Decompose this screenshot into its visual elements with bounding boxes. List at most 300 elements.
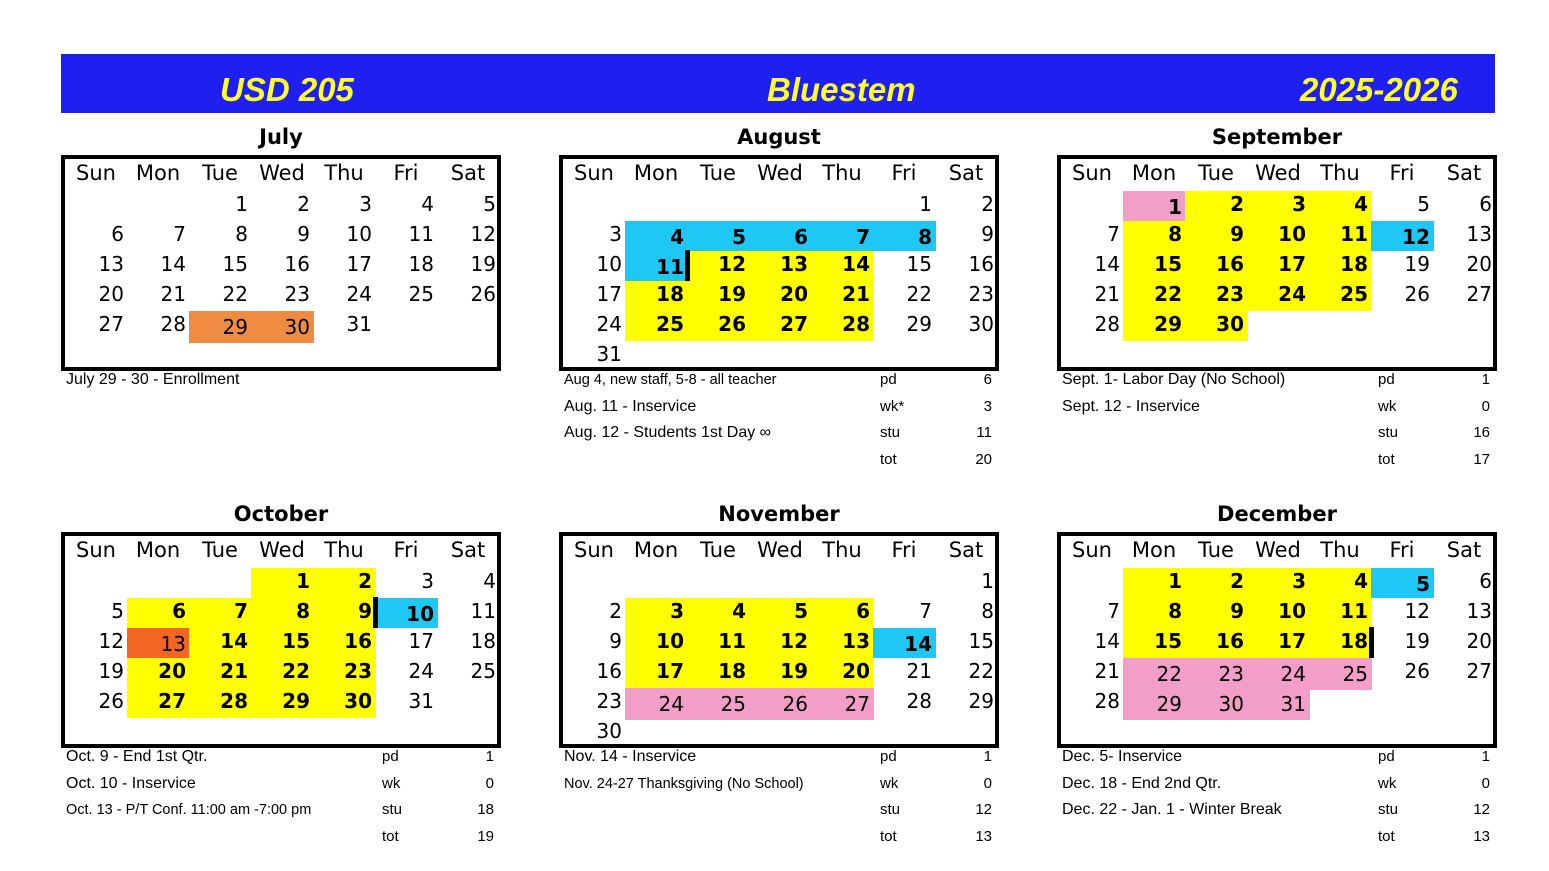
day-type-code: wk — [1378, 397, 1397, 415]
day-cell: 13 — [780, 252, 808, 276]
day-cell: 28 — [906, 689, 932, 713]
day-cell: 22 — [222, 282, 248, 306]
day-type-code: pd — [880, 748, 897, 765]
day-type-code: pd — [1378, 371, 1395, 388]
day-cell: 10 — [1278, 222, 1306, 246]
day-type-code: stu — [880, 801, 901, 818]
weekday-header: Fri — [1389, 161, 1415, 185]
day-cell: 1 — [1168, 195, 1182, 219]
day-cell: 22 — [282, 659, 310, 683]
day-cell: 7 — [173, 222, 186, 246]
note-text: Nov. 24-27 Thanksgiving (No School) — [564, 775, 804, 792]
day-type-code: tot — [382, 827, 399, 845]
weekday-header: Sat — [450, 161, 486, 185]
day-count: 6 — [983, 371, 992, 388]
day-cell: 23 — [284, 282, 310, 306]
day-cell: 2 — [1230, 192, 1244, 216]
day-cell: 8 — [235, 222, 248, 246]
day-cell: 19 — [1404, 629, 1430, 653]
day-cell: 1 — [919, 192, 932, 216]
day-cell: 11 — [656, 255, 684, 279]
day-cell: 24 — [1278, 282, 1306, 306]
day-cell: 6 — [856, 599, 870, 623]
day-cell: 6 — [1479, 569, 1492, 593]
note-text: July 29 - 30 - Enrollment — [66, 371, 240, 388]
day-cell: 9 — [1230, 599, 1244, 623]
day-cell: 4 — [732, 599, 746, 623]
day-cell: 8 — [918, 225, 932, 249]
day-cell: 2 — [981, 192, 994, 216]
day-cell: 12 — [718, 252, 746, 276]
day-cell: 20 — [1466, 629, 1492, 653]
note-text: Oct. 13 - P/T Conf. 11:00 am -7:00 pm — [66, 802, 312, 818]
weekday-header: Tue — [202, 161, 238, 185]
weekday-header: Fri — [393, 538, 419, 562]
month-title: October — [233, 502, 329, 526]
end-marker — [685, 250, 690, 281]
weekday-header: Mon — [633, 161, 679, 185]
day-cell: 11 — [1340, 599, 1368, 623]
note-text: Sept. 1- Labor Day (No School) — [1062, 371, 1286, 388]
note-text: Dec. 22 - Jan. 1 - Winter Break — [1062, 801, 1282, 818]
day-count: 13 — [1473, 827, 1490, 845]
day-cell: 14 — [160, 252, 186, 276]
day-cell: 17 — [408, 629, 434, 653]
note-row — [66, 828, 498, 852]
month-title: September — [1211, 125, 1343, 149]
note-row — [1062, 828, 1494, 852]
weekday-header: Wed — [1255, 161, 1301, 185]
day-cell: 2 — [358, 569, 372, 593]
day-cell: 28 — [220, 689, 248, 713]
note-row — [66, 775, 498, 799]
note-row — [66, 801, 498, 825]
month-grid — [1057, 532, 1497, 748]
weekday-header: Sat — [1446, 538, 1482, 562]
month-grid — [61, 155, 501, 371]
day-cell: 14 — [1094, 629, 1120, 653]
day-cell: 23 — [596, 689, 622, 713]
month-grid — [559, 155, 999, 371]
weekday-header: Sun — [76, 161, 116, 185]
day-cell: 16 — [968, 252, 994, 276]
note-text: Dec. 5- Inservice — [1062, 748, 1183, 765]
day-cell: 10 — [346, 222, 372, 246]
day-cell: 4 — [421, 192, 434, 216]
day-cell: 9 — [358, 599, 372, 623]
day-cell: 6 — [111, 222, 124, 246]
day-cell: 16 — [284, 252, 310, 276]
day-type-code: tot — [880, 450, 897, 468]
weekday-header: Fri — [891, 161, 917, 185]
note-row — [1062, 775, 1494, 799]
day-cell: 29 — [282, 689, 310, 713]
weekday-header: Tue — [1198, 538, 1234, 562]
month-title: August — [737, 125, 821, 149]
day-cell: 3 — [359, 192, 372, 216]
weekday-header: Thu — [1320, 161, 1360, 185]
day-cell: 17 — [346, 252, 372, 276]
day-count: 1 — [1481, 371, 1490, 388]
day-type-code: tot — [1378, 827, 1395, 845]
note-row — [564, 748, 996, 772]
day-cell: 19 — [780, 659, 808, 683]
day-count: 1 — [983, 748, 992, 765]
day-cell: 23 — [1218, 662, 1244, 686]
day-cell: 22 — [968, 659, 994, 683]
day-cell: 8 — [1168, 222, 1182, 246]
day-cell: 10 — [1278, 599, 1306, 623]
note-row — [564, 801, 996, 825]
day-cell: 17 — [596, 282, 622, 306]
day-cell: 21 — [220, 659, 248, 683]
day-cell: 26 — [470, 282, 496, 306]
weekday-header: Tue — [700, 161, 736, 185]
day-cell: 10 — [596, 252, 622, 276]
day-cell: 14 — [904, 632, 932, 656]
day-count: 17 — [1473, 450, 1490, 468]
weekday-header: Wed — [1255, 538, 1301, 562]
day-cell: 21 — [1094, 282, 1120, 306]
day-cell: 18 — [470, 629, 496, 653]
day-cell: 5 — [1417, 192, 1430, 216]
day-cell: 22 — [1156, 662, 1182, 686]
day-cell: 7 — [1107, 599, 1120, 623]
day-cell: 21 — [906, 659, 932, 683]
day-cell: 12 — [1404, 599, 1430, 623]
day-cell: 26 — [1404, 282, 1430, 306]
day-cell: 3 — [421, 569, 434, 593]
day-cell: 22 — [1154, 282, 1182, 306]
weekday-header: Thu — [1320, 538, 1360, 562]
day-cell: 7 — [856, 225, 870, 249]
day-cell: 29 — [222, 315, 248, 339]
day-cell: 27 — [98, 312, 124, 336]
weekday-header: Wed — [259, 161, 305, 185]
month-title: July — [259, 125, 303, 149]
day-type-code: tot — [1378, 450, 1395, 468]
day-cell: 31 — [408, 689, 434, 713]
note-row — [66, 748, 498, 772]
day-cell: 31 — [596, 342, 622, 366]
weekday-header: Thu — [822, 538, 862, 562]
day-cell: 2 — [297, 192, 310, 216]
day-cell: 9 — [297, 222, 310, 246]
note-row — [1062, 424, 1494, 448]
weekday-header: Sat — [948, 161, 984, 185]
day-cell: 15 — [906, 252, 932, 276]
day-count: 18 — [477, 801, 494, 818]
day-cell: 20 — [780, 282, 808, 306]
day-type-code: stu — [880, 424, 901, 441]
weekday-header: Mon — [135, 161, 181, 185]
weekday-header: Tue — [700, 538, 736, 562]
day-cell: 20 — [842, 659, 870, 683]
day-cell: 28 — [1094, 312, 1120, 336]
day-cell: 27 — [1466, 659, 1492, 683]
day-type-code: wk — [382, 774, 401, 792]
day-cell: 11 — [470, 599, 496, 623]
note-row — [564, 398, 996, 422]
note-row — [564, 775, 996, 799]
day-cell: 30 — [968, 312, 994, 336]
weekday-header: Thu — [822, 161, 862, 185]
weekday-header: Sun — [574, 161, 614, 185]
note-text: Sept. 12 - Inservice — [1062, 397, 1200, 415]
day-cell: 17 — [1278, 629, 1306, 653]
note-row — [1062, 748, 1494, 772]
day-cell: 14 — [842, 252, 870, 276]
day-cell: 1 — [981, 569, 994, 593]
day-cell: 28 — [1094, 689, 1120, 713]
day-cell: 25 — [470, 659, 496, 683]
note-text: Nov. 14 - Inservice — [564, 748, 697, 765]
day-cell: 12 — [780, 629, 808, 653]
district-name: USD 205 — [220, 71, 354, 108]
day-cell: 21 — [842, 282, 870, 306]
weekday-header: Tue — [202, 538, 238, 562]
day-cell: 25 — [656, 312, 684, 336]
day-count: 12 — [1473, 801, 1490, 818]
day-cell: 7 — [234, 599, 248, 623]
day-type-code: wk* — [880, 397, 905, 415]
weekday-header: Wed — [259, 538, 305, 562]
day-cell: 8 — [296, 599, 310, 623]
day-type-code: stu — [1378, 424, 1399, 441]
day-cell: 25 — [1342, 662, 1368, 686]
day-cell: 9 — [981, 222, 994, 246]
day-cell: 9 — [609, 629, 622, 653]
note-text: Aug 4, new staff, 5-8 - all teacher — [564, 372, 777, 388]
day-cell: 10 — [406, 602, 434, 626]
weekday-header: Wed — [757, 538, 803, 562]
day-type-code: stu — [1378, 801, 1399, 818]
day-cell: 9 — [1230, 222, 1244, 246]
day-cell: 3 — [1292, 192, 1306, 216]
day-cell: 13 — [98, 252, 124, 276]
day-cell: 3 — [670, 599, 684, 623]
day-cell: 21 — [160, 282, 186, 306]
day-cell: 27 — [780, 312, 808, 336]
day-count: 16 — [1473, 424, 1490, 441]
day-count: 1 — [1481, 748, 1490, 765]
day-cell: 11 — [1340, 222, 1368, 246]
weekday-header: Fri — [891, 538, 917, 562]
school-year: 2025-2026 — [1300, 71, 1458, 108]
note-text: Oct. 9 - End 1st Qtr. — [66, 748, 208, 765]
weekday-header: Tue — [1198, 161, 1234, 185]
day-cell: 30 — [596, 719, 622, 743]
day-cell: 18 — [408, 252, 434, 276]
month-title: November — [718, 502, 840, 526]
note-row — [66, 371, 498, 395]
note-row — [564, 424, 996, 448]
weekday-header: Thu — [324, 161, 364, 185]
day-cell: 6 — [794, 225, 808, 249]
day-cell: 16 — [1216, 252, 1244, 276]
weekday-header: Fri — [393, 161, 419, 185]
day-cell: 18 — [718, 659, 746, 683]
day-cell: 10 — [656, 629, 684, 653]
note-row — [1062, 451, 1494, 475]
day-cell: 12 — [98, 629, 124, 653]
day-cell: 17 — [1278, 252, 1306, 276]
day-cell: 21 — [1094, 659, 1120, 683]
day-cell: 20 — [1466, 252, 1492, 276]
day-cell: 13 — [842, 629, 870, 653]
day-cell: 15 — [1154, 252, 1182, 276]
day-cell: 11 — [718, 629, 746, 653]
weekday-header: Fri — [1389, 538, 1415, 562]
day-cell: 27 — [158, 689, 186, 713]
day-cell: 24 — [658, 692, 684, 716]
day-count: 13 — [975, 827, 992, 845]
day-cell: 14 — [1094, 252, 1120, 276]
weekday-header: Sun — [1072, 161, 1112, 185]
day-cell: 1 — [1168, 569, 1182, 593]
day-cell: 5 — [111, 599, 124, 623]
day-type-code: wk — [880, 774, 899, 792]
weekday-header: Sat — [1446, 161, 1482, 185]
day-cell: 28 — [160, 312, 186, 336]
day-type-code: pd — [880, 371, 897, 388]
school-name: Bluestem — [767, 71, 916, 108]
day-type-code: pd — [1378, 748, 1395, 765]
day-cell: 30 — [284, 315, 310, 339]
day-cell: 18 — [1340, 629, 1368, 653]
day-cell: 15 — [1154, 629, 1182, 653]
day-count: 11 — [976, 424, 992, 441]
day-cell: 25 — [720, 692, 746, 716]
day-cell: 16 — [344, 629, 372, 653]
day-cell: 14 — [220, 629, 248, 653]
day-cell: 15 — [968, 629, 994, 653]
weekday-header: Mon — [1131, 538, 1177, 562]
day-count: 0 — [1481, 397, 1490, 415]
day-cell: 19 — [718, 282, 746, 306]
day-cell: 7 — [919, 599, 932, 623]
day-cell: 4 — [670, 225, 684, 249]
day-cell: 20 — [158, 659, 186, 683]
day-cell: 13 — [1466, 599, 1492, 623]
day-cell: 29 — [906, 312, 932, 336]
day-cell: 18 — [656, 282, 684, 306]
day-cell: 19 — [98, 659, 124, 683]
note-row — [564, 451, 996, 475]
day-cell: 16 — [596, 659, 622, 683]
weekday-header: Thu — [324, 538, 364, 562]
day-cell: 29 — [1156, 692, 1182, 716]
day-cell: 25 — [1340, 282, 1368, 306]
day-cell: 26 — [98, 689, 124, 713]
end-marker — [373, 597, 378, 628]
note-row — [564, 828, 996, 852]
day-cell: 20 — [98, 282, 124, 306]
day-count: 0 — [1481, 774, 1490, 792]
day-cell: 24 — [346, 282, 372, 306]
day-cell: 29 — [968, 689, 994, 713]
day-cell: 6 — [172, 599, 186, 623]
title-banner — [61, 54, 1495, 113]
weekday-header: Sun — [574, 538, 614, 562]
day-cell: 27 — [1466, 282, 1492, 306]
weekday-header: Sun — [1072, 538, 1112, 562]
note-row — [564, 371, 996, 395]
day-type-code: pd — [382, 748, 399, 765]
note-text: Aug. 11 - Inservice — [564, 397, 697, 415]
note-text: Aug. 12 - Students 1st Day ∞ — [564, 424, 772, 441]
day-cell: 15 — [222, 252, 248, 276]
day-cell: 30 — [1216, 312, 1244, 336]
day-cell: 19 — [1404, 252, 1430, 276]
note-row — [1062, 801, 1494, 825]
day-cell: 13 — [1466, 222, 1492, 246]
month-grid — [61, 532, 501, 748]
day-cell: 4 — [483, 569, 496, 593]
day-count: 1 — [485, 748, 494, 765]
day-cell: 12 — [1402, 225, 1430, 249]
weekday-header: Mon — [633, 538, 679, 562]
day-count: 20 — [975, 450, 992, 468]
day-cell: 11 — [408, 222, 434, 246]
day-count: 3 — [983, 397, 992, 415]
day-type-code: stu — [382, 801, 403, 818]
day-cell: 8 — [1168, 599, 1182, 623]
note-row — [1062, 398, 1494, 422]
day-cell: 16 — [1216, 629, 1244, 653]
month-title: December — [1217, 502, 1337, 526]
note-text: Dec. 18 - End 2nd Qtr. — [1062, 774, 1222, 792]
day-cell: 24 — [408, 659, 434, 683]
day-cell: 26 — [782, 692, 808, 716]
day-cell: 28 — [842, 312, 870, 336]
day-type-code: tot — [880, 827, 897, 845]
day-cell: 3 — [609, 222, 622, 246]
day-cell: 2 — [1230, 569, 1244, 593]
day-cell: 23 — [968, 282, 994, 306]
day-cell: 5 — [483, 192, 496, 216]
day-cell: 27 — [844, 692, 870, 716]
day-cell: 30 — [1218, 692, 1244, 716]
day-cell: 3 — [1292, 569, 1306, 593]
day-cell: 18 — [1340, 252, 1368, 276]
weekday-header: Wed — [757, 161, 803, 185]
day-cell: 5 — [732, 225, 746, 249]
month-grid — [1057, 155, 1497, 371]
day-cell: 23 — [344, 659, 372, 683]
day-count: 0 — [485, 774, 494, 792]
day-cell: 4 — [1354, 192, 1368, 216]
day-cell: 26 — [1404, 659, 1430, 683]
day-count: 12 — [975, 801, 992, 818]
day-cell: 24 — [1280, 662, 1306, 686]
day-cell: 29 — [1154, 312, 1182, 336]
day-cell: 12 — [470, 222, 496, 246]
day-cell: 19 — [470, 252, 496, 276]
day-type-code: wk — [1378, 774, 1397, 792]
day-cell: 26 — [718, 312, 746, 336]
day-cell: 8 — [981, 599, 994, 623]
day-cell: 4 — [1354, 569, 1368, 593]
day-cell: 30 — [344, 689, 372, 713]
day-cell: 23 — [1216, 282, 1244, 306]
day-count: 19 — [477, 827, 494, 845]
day-cell: 17 — [656, 659, 684, 683]
day-cell: 5 — [794, 599, 808, 623]
note-row — [1062, 371, 1494, 395]
weekday-header: Mon — [135, 538, 181, 562]
day-cell: 5 — [1416, 572, 1430, 596]
